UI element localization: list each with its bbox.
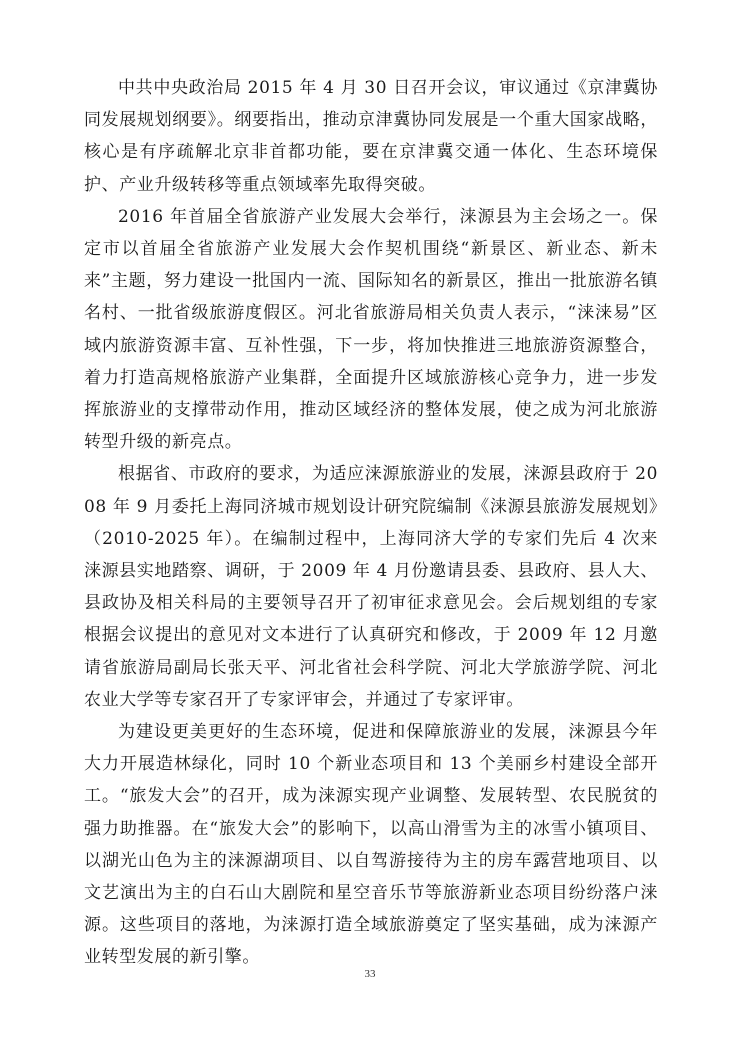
paragraph-4: 为建设更美更好的生态环境，促进和保障旅游业的发展，涞源县今年大力开展造林绿化，同时 10 个新业态项目和 13 个美丽乡村建设全部开工。“旅发大会”的召开，成为涞源实现产业调整、发展转型、农民脱贫的强力助推器。在“旅发大会”的影响下，以高山滑雪为主的冰雪小镇项目、以湖光山色为主的涞源湖项目、以自驾游接待为主的房车露营地项目、以文艺演出为主的白石山大剧院和星空音乐节等旅游新业态项目纷纷落户涞源。这些项目的落地，为涞源打造全域旅游奠定了坚实基础，成为涞源产业转型发展的新引擎。 [84, 722, 658, 968]
paragraph-1: 中共中央政治局 2015 年 4 月 30 日召开会议，审议通过《京津冀协同发展规划纲要》。纲要指出，推动京津冀协同发展是一个重大国家战略，核心是有序疏解北京非首都功能，要在京津冀交通一体化、生态环境保护、产业升级转移等重点领域率先取得突破。 [84, 78, 658, 195]
page-number: 33 [364, 968, 376, 980]
paragraph-2: 2016 年首届全省旅游产业发展大会举行，涞源县为主会场之一。保定市以首届全省旅游产业发展大会作契机围绕“新景区、新业态、新未来”主题，努力建设一批国内一流、国际知名的新景区，推出一批旅游名镇名村、一批省级旅游度假区。河北省旅游局相关负责人表示，“涞涞易”区域内旅游资源丰富、互补性强，下一步，将加快推进三地旅游资源整合，着力打造高规格旅游产业集群，全面提升区域旅游核心竞争力，进一步发挥旅游业的支撑带动作用，推动区域经济的整体发展，使之成为河北旅游转型升级的新亮点。 [84, 206, 658, 453]
body-text [84, 72, 658, 974]
paragraph-3: 根据省、市政府的要求，为适应涞源旅游业的发展，涞源县政府于 2008 年 9 月委托上海同济城市规划设计研究院编制《涞源县旅游发展规划》（2010-2025 年）。在编制过程中，上海同济大学的专家们先后 4 次来涞源县实地踏察、调研，于 2009 年 4 月份邀请县委、县政府、县人大、县政协及相关科局的主要领导召开了初审征求意见会。会后规划组的专家根据会议提出的意见对文本进行了认真研究和修改，于 2009 年 12 月邀请省旅游局副局长张天平、河北省社会科学院、河北大学旅游学院、河北农业大学等专家召开了专家评审会，并通过了专家评审。 [84, 464, 658, 710]
